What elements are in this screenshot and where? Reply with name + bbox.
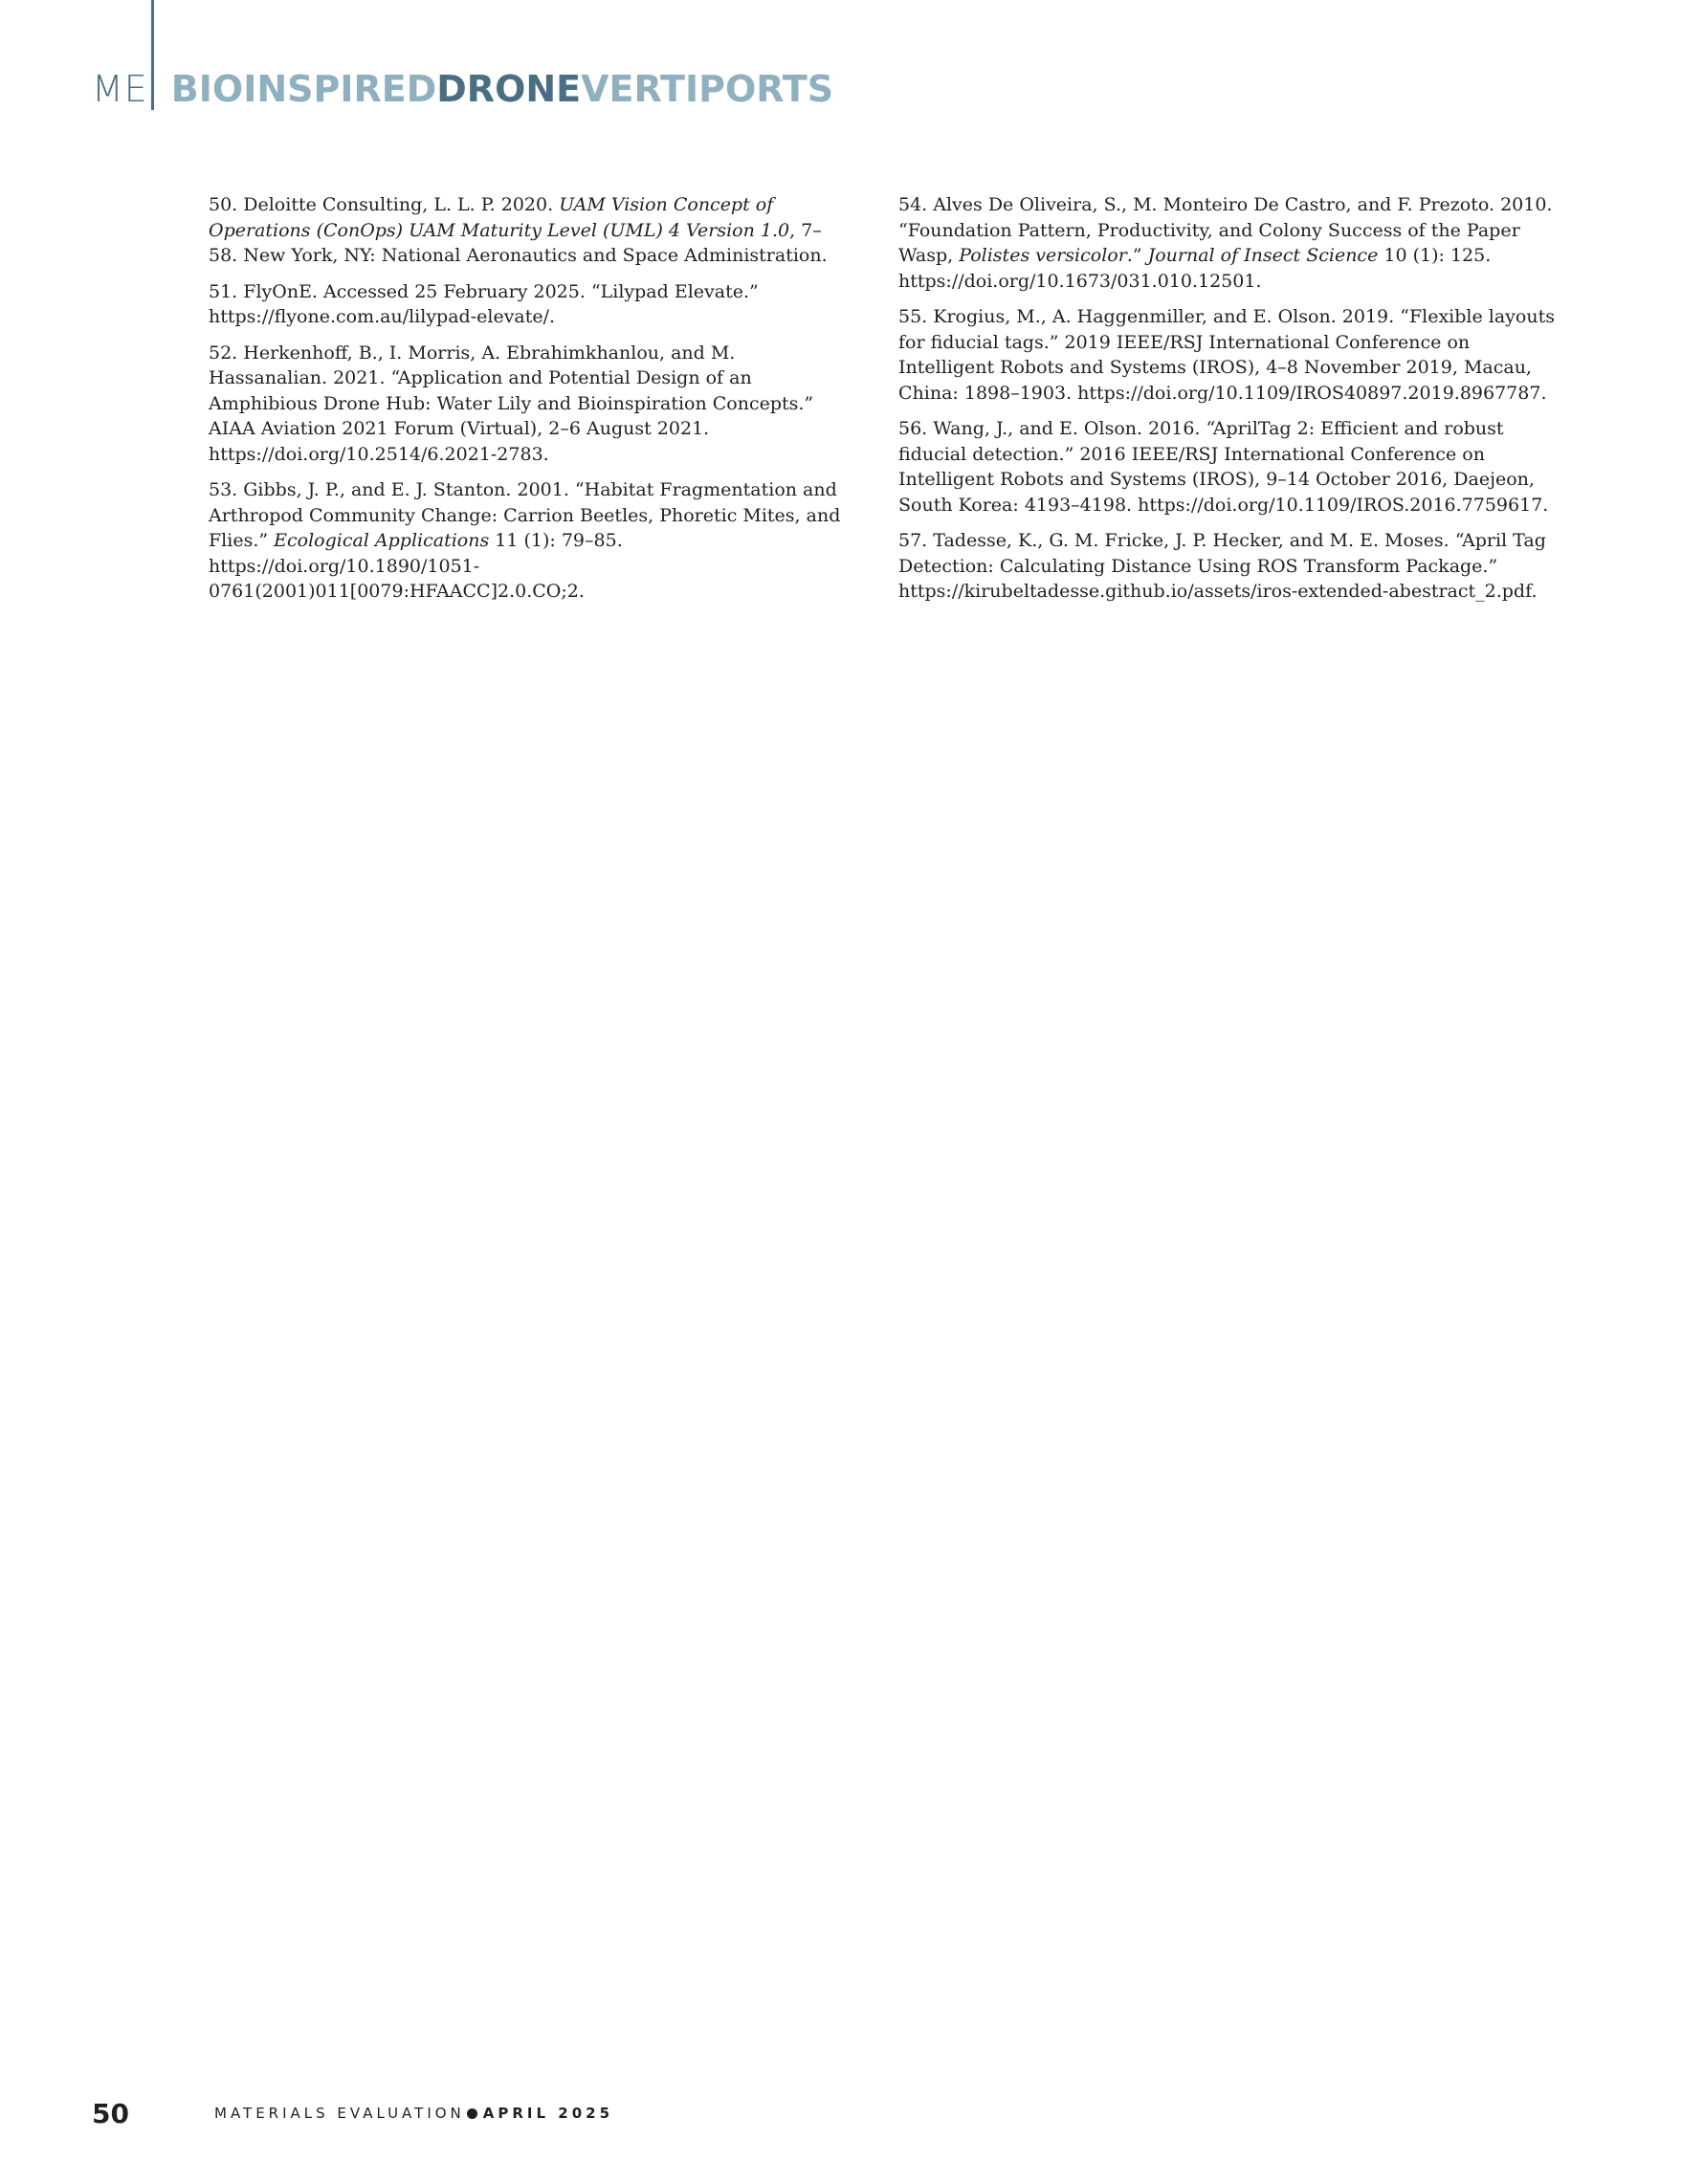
reference-52: 52. Herkenhoff, B., I. Morris, A. Ebrahimkhanlou, and M. Hassanalian. 2021. “Application and Potential Design of an Amphibious Drone Hub: Water Lily and Bioinspiration Concepts.” AIAA Aviation 2021 Forum (Virtual), 2–6 August 2021. https://doi.org/10.2514/6.2021-2783.: [209, 342, 814, 465]
issue-date: APRIL 2025: [482, 2105, 614, 2122]
running-header: [92, 63, 833, 115]
page-footer: [92, 2094, 613, 2132]
title-part-drone: DRONE: [436, 68, 582, 110]
reference-50: 50. Deloitte Consulting, L. L. P. 2020. UAM Vision Concept of Operations (ConOps) UAM Maturity Level (UML) 4 Version 1.0, 7–58. New York, NY: National Aeronautics and Space Administration.: [209, 194, 828, 266]
article-title: [171, 68, 833, 110]
reference-53: 53. Gibbs, J. P., and E. J. Stanton. 2001. “Habitat Fragmentation and Arthropod Community Change: Carrion Beetles, Phoretic Mites, and Flies.” Ecological Applications 11 (1): 79–85. https://doi.org/10.1890/1051-0761(2001)011[0079:HFAACC]2.0.CO;2.: [209, 479, 841, 602]
journal-name: MATERIALS EVALUATION: [214, 2105, 465, 2122]
references-left-column: [209, 192, 850, 615]
reference-55: 55. Krogius, M., A. Haggenmiller, and E. Olson. 2019. “Flexible layouts for fiducial tags.” 2019 IEEE/RSJ International Conference on Intelligent Robots and Systems (IROS), 4–8 November 2019, Macau, China: 1898–1903. https://doi.org/10.1109/IROS40897.2019.8967787.: [898, 306, 1555, 404]
references-right-column: [898, 192, 1559, 615]
title-part-bioinspired: BIOINSPIRED: [170, 68, 437, 110]
section-code: ME: [92, 68, 148, 110]
bullet-separator: [467, 2108, 477, 2119]
reference-56: 56. Wang, J., and E. Olson. 2016. “AprilTag 2: Efficient and robust fiducial detection.” 2016 IEEE/RSJ International Conference on Intelligent Robots and Systems (IROS), 9–14 October 2016, Daejeon, South Korea: 4193–4198. https://doi.org/10.1109/IROS.2016.7759617.: [898, 418, 1549, 516]
reference-57: 57. Tadesse, K., G. M. Fricke, J. P. Hecker, and M. E. Moses. “April Tag Detection: Calculating Distance Using ROS Transform Package.” https://kirubeltadesse.github.io/assets/iros-extended-abestract_2.pdf.: [898, 530, 1546, 602]
title-part-vertiports: VERTIPORTS: [581, 68, 834, 110]
reference-54: 54. Alves De Oliveira, S., M. Monteiro De Castro, and F. Prezoto. 2010. “Foundation Pattern, Productivity, and Colony Success of the Paper Wasp, Polistes versicolor.” Journal of Insect Science 10 (1): 125. https://doi.org/10.1673/031.010.12501.: [898, 194, 1553, 292]
page-number: 50: [92, 2097, 129, 2129]
reference-51: 51. FlyOnE. Accessed 25 February 2025. “Lilypad Elevate.” https://flyone.com.au/lilypad-elevate/.: [209, 280, 759, 327]
